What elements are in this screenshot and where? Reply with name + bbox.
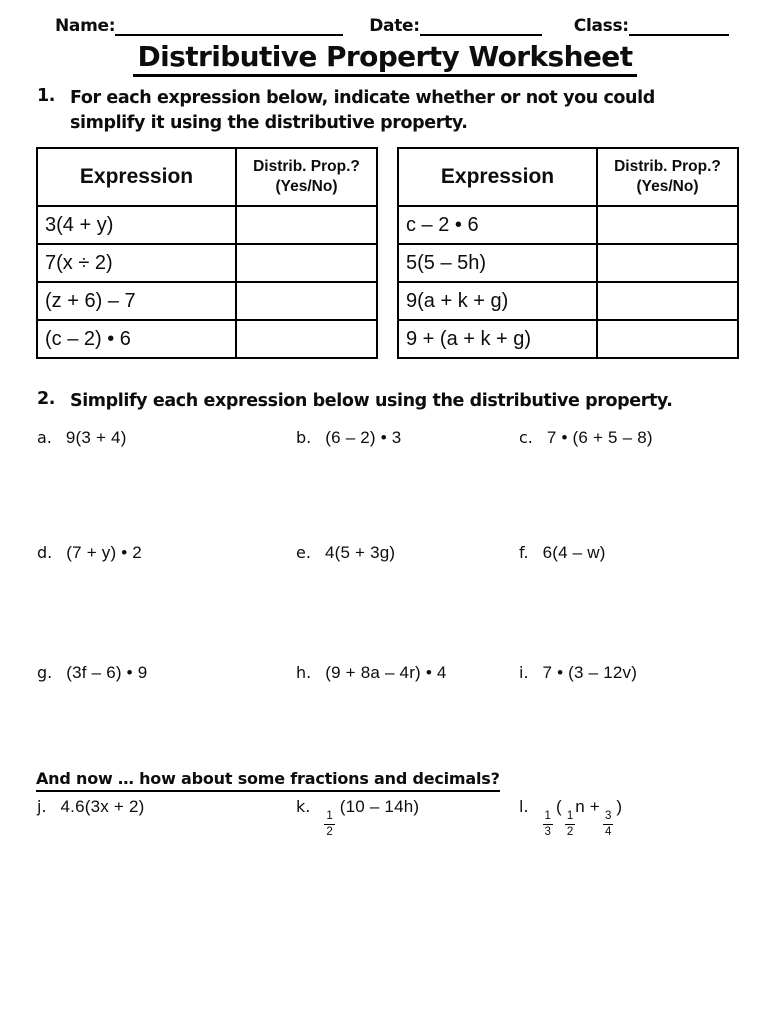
date-fill-line[interactable]: [420, 14, 542, 36]
page-title: Distributive Property Worksheet: [133, 40, 638, 77]
problem-label: k.: [296, 797, 311, 816]
fraction: [603, 810, 613, 839]
fraction-numerator: 1: [324, 810, 334, 825]
distrib-table-left: [36, 147, 378, 359]
fraction: [565, 810, 575, 839]
table-row: [37, 244, 377, 282]
problem-expression: 9(3 + 4): [65, 428, 127, 447]
fraction: [543, 810, 553, 839]
fraction-denominator: 2: [326, 826, 333, 839]
answer-cell[interactable]: [236, 244, 377, 282]
answer-cell[interactable]: [236, 206, 377, 244]
problem-i: [519, 663, 770, 683]
problem-d: [37, 543, 296, 563]
expression-cell: (c – 2) • 6: [37, 320, 236, 358]
answer-cell[interactable]: [597, 244, 738, 282]
problem-expression: 4(5 + 3g): [324, 543, 396, 562]
problem-label: d.: [37, 543, 53, 562]
problem-row-ghi: [0, 663, 770, 683]
problem-expression: (3f – 6) • 9: [66, 663, 148, 682]
name-label: Name:: [55, 16, 116, 36]
instruction-1-line2: simplify it using the distributive property.: [70, 112, 468, 133]
expression-cell: 3(4 + y): [37, 206, 236, 244]
problem-label: a.: [37, 428, 52, 447]
problem-expression: (7 + y) • 2: [66, 543, 142, 562]
problem-a: [37, 428, 296, 448]
expression-header: Expression: [37, 148, 236, 206]
problem-label: g.: [37, 663, 53, 682]
problem-h: [296, 663, 519, 683]
problem-c: [519, 428, 770, 448]
table-header-row: [37, 148, 377, 206]
distrib-table-right: [397, 147, 739, 359]
instruction-1-text: [70, 86, 655, 135]
table-row: [37, 206, 377, 244]
expression-cell: c – 2 • 6: [398, 206, 597, 244]
problem-label: c.: [519, 428, 533, 447]
date-label: Date:: [369, 16, 420, 36]
close-paren: ): [616, 797, 623, 816]
class-fill-line[interactable]: [629, 14, 729, 36]
distrib-header-line2: (Yes/No): [275, 178, 338, 195]
fraction-numerator: 1: [543, 810, 553, 825]
problem-row-abc: [0, 428, 770, 448]
table-row: [398, 244, 738, 282]
problem-b: [296, 428, 519, 448]
table-header-row: [398, 148, 738, 206]
problem-label: f.: [519, 543, 529, 562]
problem-f: [519, 543, 770, 563]
problem-expression: (9 + 8a – 4r) • 4: [325, 663, 447, 682]
table-row: [398, 320, 738, 358]
problem-label: e.: [296, 543, 311, 562]
answer-cell[interactable]: [236, 282, 377, 320]
answer-cell[interactable]: [597, 320, 738, 358]
class-label: Class:: [573, 16, 629, 36]
name-fill-line[interactable]: [115, 14, 343, 36]
fraction-denominator: 2: [566, 826, 574, 839]
fraction-denominator: 3: [544, 826, 551, 839]
header-fill-in-row: [55, 14, 729, 36]
problem-expression: (6 – 2) • 3: [325, 428, 402, 447]
problem-label: l.: [519, 797, 529, 816]
expression-middle: n +: [575, 797, 600, 816]
instruction-2: [37, 389, 673, 414]
expression-tables: [36, 147, 739, 359]
problem-row-jkl: [0, 797, 770, 839]
answer-cell[interactable]: [597, 282, 738, 320]
instruction-1-line1: For each expression below, indicate whether or not you could: [70, 88, 655, 108]
table-row: [398, 282, 738, 320]
open-paren: (: [555, 797, 562, 816]
problem-label: i.: [519, 663, 529, 682]
expression-cell: 9 + (a + k + g): [398, 320, 597, 358]
problem-expression: 7 • (6 + 5 – 8): [546, 428, 653, 447]
fraction: [324, 810, 334, 839]
problem-label: h.: [296, 663, 312, 682]
distrib-header-line1: Distrib. Prop.?: [614, 157, 721, 175]
distrib-prop-header: [597, 148, 738, 206]
table-row: [398, 206, 738, 244]
problem-l: [519, 797, 770, 839]
instruction-2-number: 2.: [37, 389, 56, 409]
expression-cell: (z + 6) – 7: [37, 282, 236, 320]
title-wrap: [0, 40, 770, 77]
expression-cell: 7(x ÷ 2): [37, 244, 236, 282]
problem-expression: 6(4 – w): [542, 543, 606, 562]
fractions-heading: And now … how about some fractions and decimals?: [36, 769, 500, 792]
problem-expression: 4.6(3x + 2): [60, 797, 145, 816]
distrib-prop-header: [236, 148, 377, 206]
fraction-numerator: 1: [565, 810, 575, 825]
fraction-numerator: 3: [603, 810, 613, 825]
expression-cell: 5(5 – 5h): [398, 244, 597, 282]
instruction-1-number: 1.: [37, 86, 56, 106]
problem-row-def: [0, 543, 770, 563]
expression-header: Expression: [398, 148, 597, 206]
problem-expression: [543, 797, 623, 839]
problem-j: [37, 797, 296, 839]
table-row: [37, 282, 377, 320]
answer-cell[interactable]: [597, 206, 738, 244]
problem-label: b.: [296, 428, 312, 447]
fraction-denominator: 4: [604, 826, 612, 839]
instruction-2-text: Simplify each expression below using the distributive property.: [70, 391, 673, 411]
instruction-1: [37, 86, 655, 135]
problem-expression: [324, 797, 419, 839]
problem-k: [296, 797, 519, 839]
distrib-header-line1: Distrib. Prop.?: [253, 157, 360, 175]
distrib-header-line2: (Yes/No): [636, 178, 699, 195]
problem-label: j.: [37, 797, 47, 816]
problem-e: [296, 543, 519, 563]
answer-cell[interactable]: [236, 320, 377, 358]
problem-g: [37, 663, 296, 683]
problem-expression: 7 • (3 – 12v): [542, 663, 638, 682]
expression-cell: 9(a + k + g): [398, 282, 597, 320]
expression-rest: (10 – 14h): [339, 797, 420, 816]
table-row: [37, 320, 377, 358]
